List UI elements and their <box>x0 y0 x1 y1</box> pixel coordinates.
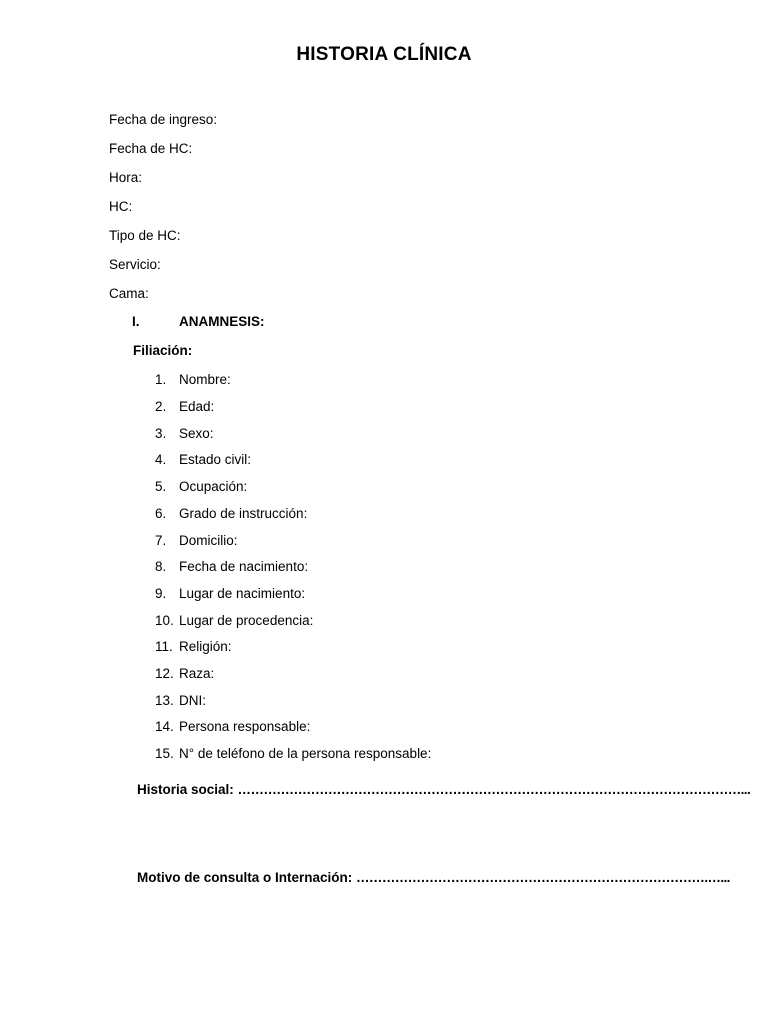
field-cama: Cama: <box>109 286 149 301</box>
list-item-number: 7. <box>155 533 167 548</box>
list-item-religion <box>155 638 232 656</box>
list-item-fecha-de-nacimiento <box>155 558 308 576</box>
list-item-telefono-responsable <box>155 745 431 763</box>
list-item-ocupacion <box>155 478 247 496</box>
list-item-nombre <box>155 371 231 389</box>
list-item-sexo <box>155 425 214 443</box>
motivo-consulta-line <box>137 869 730 887</box>
list-item-label: Lugar de procedencia: <box>179 613 314 628</box>
list-item-lugar-de-procedencia <box>155 612 313 630</box>
section-number: I. <box>132 314 140 329</box>
list-item-label: Raza: <box>179 666 215 681</box>
field-hc: HC: <box>109 199 133 214</box>
field-servicio: Servicio: <box>109 257 161 272</box>
list-item-number: 5. <box>155 479 167 494</box>
list-item-persona-responsable <box>155 718 310 736</box>
list-item-label: Religión: <box>179 639 232 654</box>
list-item-grado-de-instruccion <box>155 505 307 523</box>
field-tipo-de-hc: Tipo de HC: <box>109 228 181 243</box>
section-heading-anamnesis <box>132 313 265 331</box>
motivo-consulta-label: Motivo de consulta o Internación: <box>137 870 353 885</box>
list-item-number: 10. <box>155 613 174 628</box>
list-item-domicilio <box>155 532 238 550</box>
list-item-label: Sexo: <box>179 426 214 441</box>
list-item-number: 3. <box>155 426 167 441</box>
historia-social-label: Historia social: <box>137 782 234 797</box>
list-item-number: 6. <box>155 506 167 521</box>
list-item-dni <box>155 692 206 710</box>
list-item-label: Estado civil: <box>179 452 252 467</box>
list-item-label: Nombre: <box>179 372 231 387</box>
list-item-number: 2. <box>155 399 167 414</box>
field-hora: Hora: <box>109 170 143 185</box>
list-item-label: N° de teléfono de la persona responsable: <box>179 746 432 761</box>
list-item-number: 15. <box>155 746 174 761</box>
list-item-number: 4. <box>155 452 167 467</box>
list-item-number: 9. <box>155 586 167 601</box>
list-item-label: DNI: <box>179 693 206 708</box>
list-item-number: 13. <box>155 693 174 708</box>
list-item-raza <box>155 665 214 683</box>
list-item-label: Fecha de nacimiento: <box>179 559 309 574</box>
list-item-label: Persona responsable: <box>179 719 311 734</box>
historia-social-line <box>137 781 750 799</box>
list-item-edad <box>155 398 214 416</box>
list-item-label: Ocupación: <box>179 479 248 494</box>
list-item-lugar-de-nacimiento <box>155 585 305 603</box>
list-item-number: 1. <box>155 372 167 387</box>
list-item-estado-civil <box>155 451 251 469</box>
list-item-number: 8. <box>155 559 167 574</box>
list-item-label: Domicilio: <box>179 533 238 548</box>
list-item-label: Edad: <box>179 399 215 414</box>
subheading-filiacion: Filiación: <box>133 343 193 358</box>
list-item-number: 11. <box>155 639 173 654</box>
list-item-number: 14. <box>155 719 174 734</box>
motivo-consulta-fill-line: ……………………………………………………………………….…... <box>356 870 730 885</box>
list-item-label: Lugar de nacimiento: <box>179 586 306 601</box>
field-fecha-de-hc: Fecha de HC: <box>109 141 193 156</box>
list-item-label: Grado de instrucción: <box>179 506 308 521</box>
historia-social-fill-line: ………………………………………………………………………………………………………... <box>237 782 751 797</box>
page-title: HISTORIA CLÍNICA <box>296 44 472 65</box>
list-item-number: 12. <box>155 666 174 681</box>
field-fecha-de-ingreso: Fecha de ingreso: <box>109 112 218 127</box>
section-label: ANAMNESIS: <box>179 314 265 329</box>
